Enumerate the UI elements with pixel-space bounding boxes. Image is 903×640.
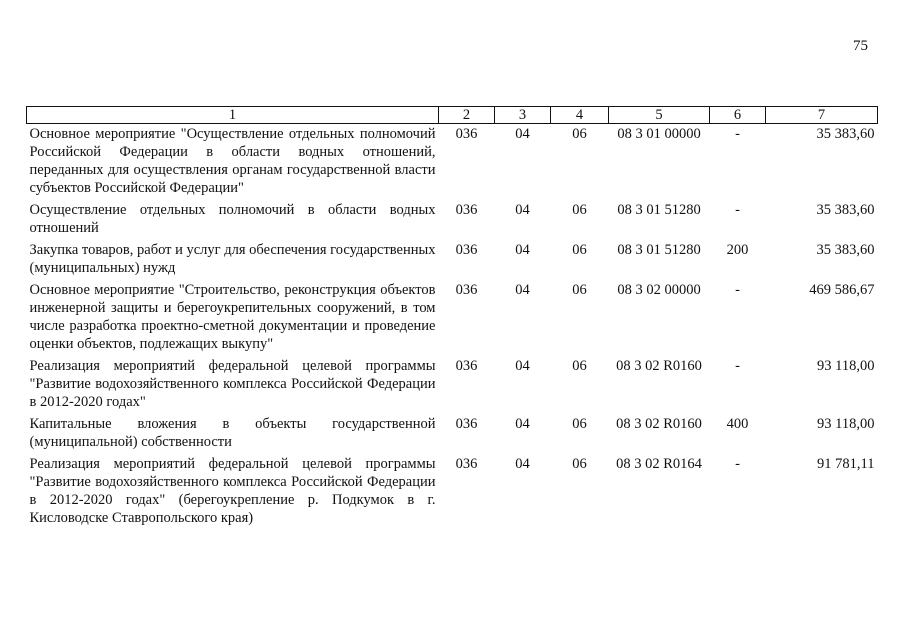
row-expense-type: 400 [726,416,749,432]
row-ministry-code: 036 [455,358,478,374]
row-ministry-code: 036 [455,416,478,432]
row-section-code: 04 [515,416,530,432]
header-col-5: 5 [609,107,710,124]
row-section-code: 04 [515,202,530,218]
row-amount: 35 383,60 [816,242,875,258]
row-expense-type: - [735,456,740,472]
budget-table [26,106,878,530]
row-subsection-code: 06 [572,358,587,374]
row-subsection-code: 06 [572,456,587,472]
table-row [27,414,878,454]
row-name: Закупка товаров, работ и услуг для обеспечения государственных (муниципальных) нужд [29,242,436,276]
row-name: Осуществление отдельных полномочий в области водных отношений [29,202,436,236]
row-expense-type: - [735,282,740,298]
page-number: 75 [853,38,868,54]
row-amount: 93 118,00 [817,416,875,432]
row-ministry-code: 036 [455,282,478,298]
row-subsection-code: 06 [572,126,587,142]
row-target-article: 08 3 02 R0164 [616,456,702,472]
row-subsection-code: 06 [572,282,587,298]
header-col-6: 6 [710,107,766,124]
row-subsection-code: 06 [572,416,587,432]
row-name: Реализация мероприятий федеральной целевой программы "Развитие водохозяйственного комплекса Российской Федерации в 2012-2020 годах" [29,358,436,410]
row-expense-type: 200 [726,242,749,258]
row-section-code: 04 [515,456,530,472]
row-target-article: 08 3 01 51280 [617,202,701,218]
row-name: Реализация мероприятий федеральной целевой программы "Развитие водохозяйственного комплекса Российской Федерации в 2012-2020 годах" (берегоукрепление р. Подкумок в г. Кисловодске Ставропольского края) [29,456,436,526]
row-target-article: 08 3 02 R0160 [616,358,702,374]
row-ministry-code: 036 [455,126,478,142]
row-section-code: 04 [515,358,530,374]
row-amount: 469 586,67 [809,282,875,298]
row-name: Основное мероприятие "Строительство, реконструкция объектов инженерной защиты и берегоукрепительных сооружений, в том числе разработка проектно-сметной документации и проведение оценки объектов, подлежащих выкупу" [29,282,436,352]
table-row [27,200,878,240]
row-amount: 91 781,11 [817,456,875,472]
row-name: Основное мероприятие "Осуществление отдельных полномочий Российской Федерации в области водных отношений, переданных для осуществления органам государственной власти субъектов Российской Федерации" [29,126,436,196]
row-target-article: 08 3 01 51280 [617,242,701,258]
table-row [27,124,878,201]
row-section-code: 04 [515,242,530,258]
row-target-article: 08 3 02 00000 [617,282,701,298]
table-row [27,454,878,530]
table-row [27,356,878,414]
row-expense-type: - [735,202,740,218]
row-section-code: 04 [515,126,530,142]
table-row [27,280,878,356]
row-subsection-code: 06 [572,202,587,218]
row-target-article: 08 3 01 00000 [617,126,701,142]
row-ministry-code: 036 [455,456,478,472]
header-row [27,107,878,124]
table-row [27,240,878,280]
row-expense-type: - [735,126,740,142]
header-col-1: 1 [27,107,439,124]
row-ministry-code: 036 [455,242,478,258]
row-amount: 35 383,60 [816,202,875,218]
row-amount: 93 118,00 [817,358,875,374]
row-name: Капитальные вложения в объекты государственной (муниципальной) собственности [29,416,436,450]
header-col-4: 4 [551,107,609,124]
header-col-3: 3 [495,107,551,124]
row-amount: 35 383,60 [816,126,875,142]
header-col-7: 7 [766,107,878,124]
row-subsection-code: 06 [572,242,587,258]
row-ministry-code: 036 [455,202,478,218]
header-col-2: 2 [439,107,495,124]
row-expense-type: - [735,358,740,374]
row-target-article: 08 3 02 R0160 [616,416,702,432]
row-section-code: 04 [515,282,530,298]
